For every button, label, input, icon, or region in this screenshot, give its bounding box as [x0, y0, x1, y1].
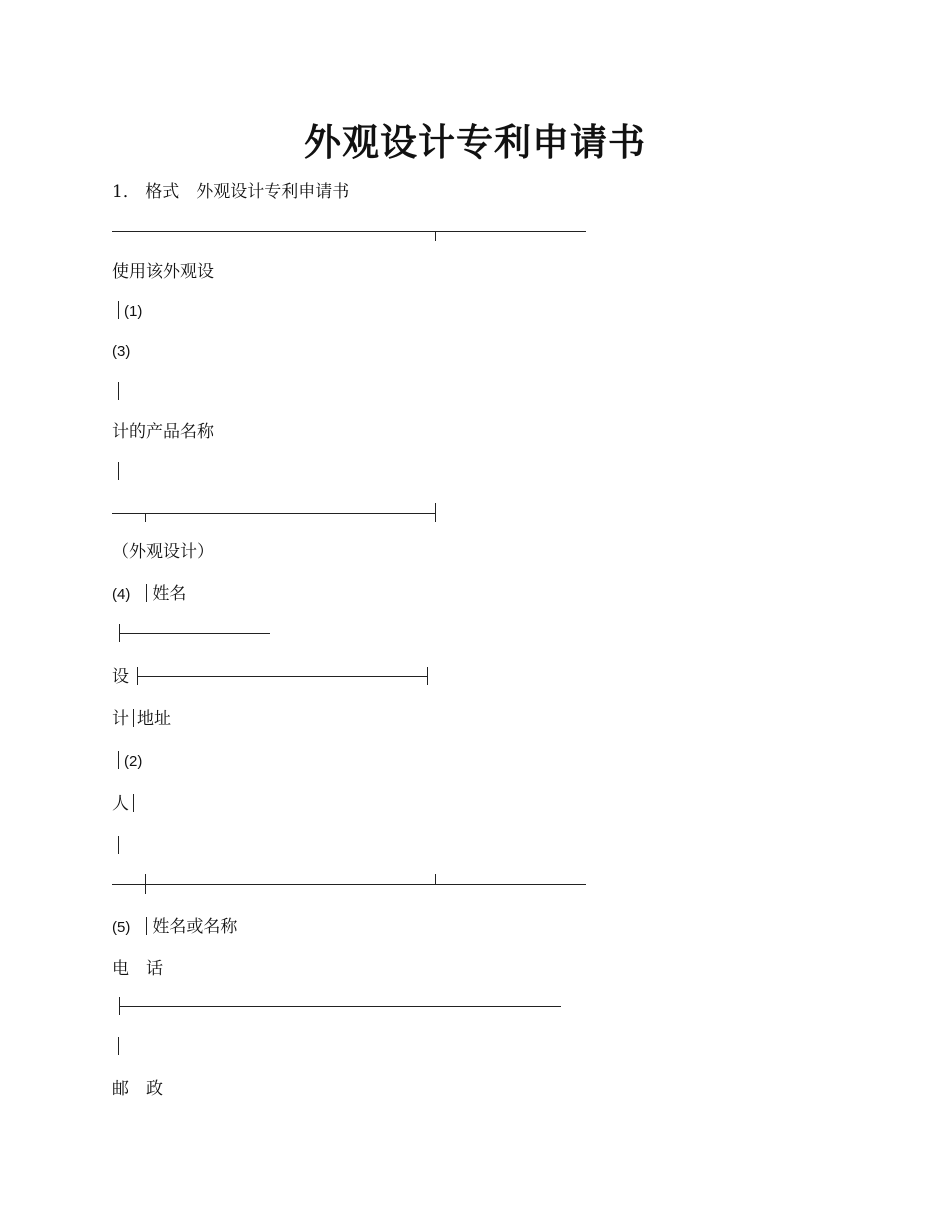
format-heading: 1． 格式 外观设计专利申请书	[112, 182, 350, 202]
designer-address-row	[112, 708, 171, 730]
designer-label-she: 设	[112, 667, 129, 687]
table-border	[133, 709, 134, 727]
table-rule	[112, 231, 586, 232]
table-border-row	[112, 461, 124, 483]
design-type-label: （外观设计）	[112, 542, 214, 562]
table-rule-tick	[145, 513, 146, 522]
designer-name-label: 姓名	[152, 584, 187, 604]
table-border	[118, 751, 119, 769]
table-rule-tick	[435, 231, 436, 241]
product-name-label-part1: 使用该外观设	[112, 262, 214, 282]
table-rule	[119, 1006, 561, 1007]
field-number-3: (3)	[112, 343, 131, 360]
designer-name-row	[112, 583, 186, 606]
field-number-2-row	[112, 751, 142, 773]
table-border	[118, 1037, 119, 1055]
table-rule-tick	[427, 667, 428, 685]
applicant-name-row	[112, 916, 237, 939]
table-rule	[137, 676, 427, 677]
field-number-4: (4)	[112, 586, 131, 603]
designer-label-ren-row	[112, 793, 139, 815]
table-rule-tick	[435, 503, 436, 522]
table-border-row	[112, 835, 124, 857]
field-number-1-label: (1)	[124, 303, 143, 320]
table-border	[118, 301, 119, 319]
table-border	[118, 382, 119, 400]
table-rule	[112, 513, 435, 514]
product-name-label-part2: 计的产品名称	[112, 422, 214, 442]
phone-label: 电 话	[112, 959, 163, 979]
table-border	[146, 917, 147, 935]
table-border-row	[112, 1036, 124, 1058]
designer-label-ren: 人	[112, 794, 129, 814]
document-title: 外观设计专利申请书	[304, 120, 646, 164]
table-rule	[112, 884, 586, 885]
field-number-5: (5)	[112, 919, 131, 936]
applicant-name-label: 姓名或名称	[152, 917, 238, 937]
designer-label-ji: 计	[112, 709, 129, 729]
table-rule	[119, 633, 270, 634]
field-number-2: (2)	[124, 753, 143, 770]
table-border	[118, 462, 119, 480]
table-border	[146, 584, 147, 602]
designer-address-label: 地址	[137, 709, 171, 729]
table-rule-tick	[435, 874, 436, 884]
table-border-row	[112, 381, 124, 403]
table-border	[133, 794, 134, 812]
field-number-1	[112, 301, 142, 323]
table-rule-tick	[145, 874, 146, 894]
table-border	[118, 836, 119, 854]
postal-label: 邮 政	[112, 1079, 163, 1099]
